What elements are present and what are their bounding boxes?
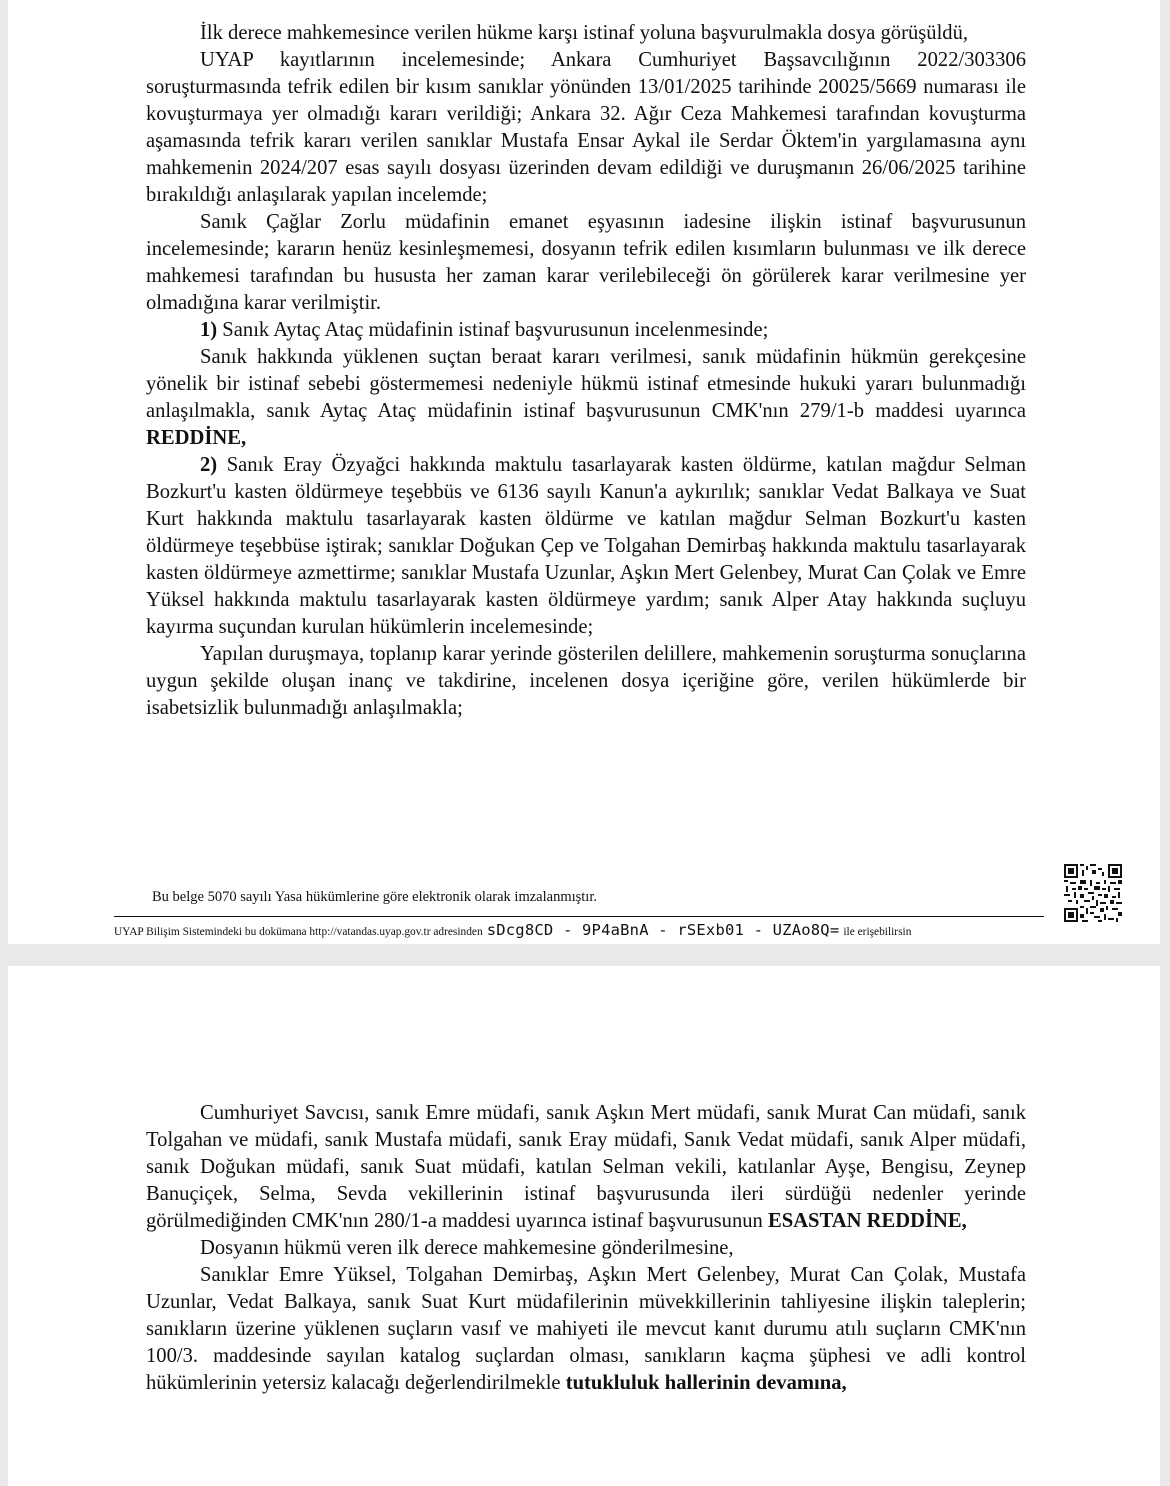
paragraph-text: Sanık Aytaç Ataç müdafinin istinaf başvurusunun incelenmesinde; xyxy=(217,319,769,341)
ruling-emphasis: REDDİNE, xyxy=(146,427,247,449)
ruling-emphasis: tutukluluk hallerinin devamına, xyxy=(565,1372,847,1394)
item-number: 2) xyxy=(200,454,218,476)
page-2-body xyxy=(146,1100,1026,1397)
paragraph xyxy=(146,317,1026,344)
document-page-2 xyxy=(8,966,1160,1486)
paragraph: Dosyanın hükmü veren ilk derece mahkemesine gönderilmesine, xyxy=(200,1237,734,1259)
paragraph-text: Cumhuriyet Savcısı, sanık Emre müdafi, sanık Aşkın Mert müdafi, sanık Murat Can müdafi, sanık Tolgahan ve müdafi, sanık Mustafa müdafi, sanık Eray müdafi, Sanık Vedat müdafi, sanık Alper müdafi, sanık Doğukan müdafi, sanık Suat müdafi, katılan Selman vekili, katılanlar Ayşe, Bengisu, Zeynep Banuçiçek, Selma, Sevda vekillerinin istinaf başvurusunda ileri sürdüğü nedenler yerinde görülmediğinden CMK'nın 280/1-a maddesi uyarınca istinaf başvurusunun xyxy=(146,1102,1026,1232)
paragraph-text: Sanık Eray Özyağci hakkında maktulu tasarlayarak kasten öldürme, katılan mağdur Selman Bozkurt'u kasten öldürmeye teşebbüs ve 6136 sayılı Kanun'a aykırılık; sanıklar Vedat Balkaya ve Suat Kurt hakkında maktulu tasarlayarak kasten öldürme ve katılan mağdur Selman Bozkurt'u kasten öldürmeye teşebbüse iştirak; sanıklar Doğukan Çep ve Tolgahan Demirbaş hakkında maktulu tasarlayarak kasten öldürmeye azmettirme; sanıklar Mustafa Uzunlar, Aşkın Mert Gelenbey, Murat Can Çolak ve Emre Yüksel hakkında maktulu tasarlayarak kasten öldürmeye yardım; sanık Alper Atay hakkında suçluyu kayırma suçundan kurulan hükümlerin incelemesinde; xyxy=(146,454,1026,638)
document-access-code: sDcg8CD - 9P4aBnA - rSExb01 - UZAo8Q= xyxy=(486,921,840,939)
page-1-body xyxy=(146,20,1026,722)
paragraph: İlk derece mahkemesince verilen hükme karşı istinaf yoluna başvurulmakla dosya görüşüldü, xyxy=(200,22,969,44)
paragraph-text: Sanıklar Emre Yüksel, Tolgahan Demirbaş, Aşkın Mert Gelenbey, Murat Can Çolak, Mustafa Uzunlar, Vedat Balkaya, sanık Suat Kurt müdafilerinin müvekkillerinin tahliyesine ilişkin taleplerin; sanıkların üzerine yüklenen suçların vasıf ve mahiyeti ile mevcut kanıt durumu atılı suçların CMK'nın 100/3. maddesinde sayılan katalog suçlardan olması, sanıkların kaçma şüphesi ve adli kontrol hükümlerinin yetersiz kalacağı değerlendirilmekle xyxy=(146,1264,1026,1394)
paragraph xyxy=(146,344,1026,452)
qr-code-icon xyxy=(1064,864,1122,922)
footer-suffix: ile erişebilirsin xyxy=(843,926,912,938)
footer-access-line xyxy=(114,921,1049,941)
paragraph: UYAP kayıtlarının incelemesinde; Ankara Cumhuriyet Başsavcılığının 2022/303306 soruşturmasında tefrik edilen bir kısım sanıklar yönünden 13/01/2025 tarihinde 20025/5669 numarası ile kovuşturmaya yer olmadığı kararı verildiği; Ankara 32. Ağır Ceza Mahkemesi tarafından kovuşturma aşamasında tefrik kararı verilen sanıklar Mustafa Ensar Aykal ile Serdar Öktem'in yargılamasına aynı mahkemenin 2024/207 esas sayılı dosyası üzerinden devam edildiği ve duruşmanın 26/06/2025 tarihine bırakıldığı anlaşılarak yapılan incelemde; xyxy=(146,49,1026,206)
document-page-1 xyxy=(8,0,1160,944)
footer-divider xyxy=(114,916,1044,917)
paragraph xyxy=(146,452,1026,641)
footer-prefix: UYAP Bilişim Sistemindeki bu dokümana http://vatandas.uyap.gov.tr adresinden xyxy=(114,926,483,938)
paragraph: Yapılan duruşmaya, toplanıp karar yerinde gösterilen delillere, mahkemenin soruşturma sonuçlarına uygun şekilde oluşan inanç ve takdirine, incelenen dosya içeriğine göre, verilen hükümlerde bir isabetsizlik bulunmadığı anlaşılmakla; xyxy=(146,643,1026,719)
item-number: 1) xyxy=(200,319,218,341)
ruling-emphasis: ESASTAN REDDİNE, xyxy=(768,1210,967,1232)
e-signature-note: Bu belge 5070 sayılı Yasa hükümlerine göre elektronik olarak imzalanmıştır. xyxy=(152,889,597,905)
paragraph xyxy=(146,1262,1026,1397)
paragraph: Sanık Çağlar Zorlu müdafinin emanet eşyasının iadesine ilişkin istinaf başvurusunun incelemesinde; kararın henüz kesinleşmemesi, dosyanın tefrik edilen kısımların bulunması ve ilk derece mahkemesi tarafından bu hususta her zaman karar verilebileceği ön görülerek karar verilmesine yer olmadığına karar verilmiştir. xyxy=(146,211,1026,314)
paragraph xyxy=(146,1100,1026,1235)
paragraph-text: Sanık hakkında yüklenen suçtan beraat kararı verilmesi, sanık müdafinin hükmün gerekçesine yönelik bir istinaf sebebi göstermemesi nedeniyle hükmü istinaf etmesinde hukuki yararı bulunmadığı anlaşılmakla, sanık Aytaç Ataç müdafinin istinaf başvurusunun CMK'nın 279/1-b maddesi uyarınca xyxy=(146,346,1026,422)
